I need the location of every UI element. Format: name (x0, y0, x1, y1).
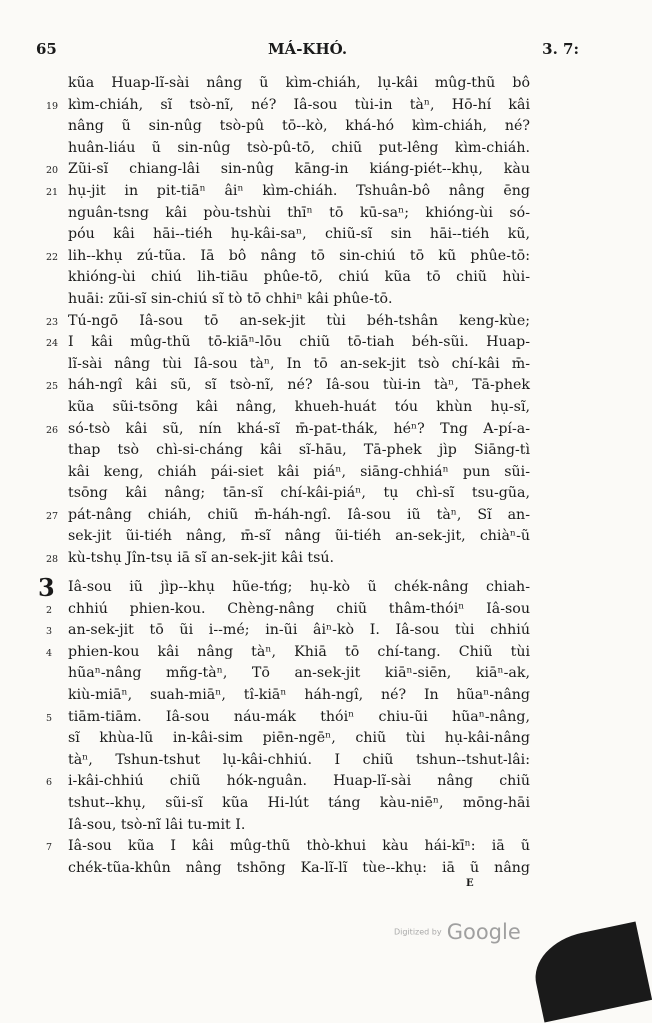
verse-number: 5 (46, 712, 53, 724)
line-text: pát-nâng chiáh, chiũ m̄-háh-ngî. Iâ-sou iũ tàⁿ, Sĩ an- (68, 506, 530, 523)
text-line (46, 548, 530, 570)
text-line (46, 642, 530, 664)
line-text: kìm-chiáh, sĩ tsò-nĩ, né? Iâ-sou tùi-in tàⁿ, Hō-hí kâi (68, 96, 530, 113)
line-text: kũa Huap-lĩ-sài nâng ũ kìm-chiáh, lụ-kâi mûg-thũ bô (68, 75, 530, 91)
book-title: MÁ-KHÓ. (267, 40, 348, 58)
line-text: hũaⁿ-nâng mñg-tàⁿ, Tō an-sek-jit kiāⁿ-siēn, kiāⁿ-ak, (68, 665, 530, 682)
text-line (46, 311, 530, 333)
text-line (46, 771, 530, 793)
text-line (50, 526, 530, 548)
text-line (46, 620, 530, 642)
verse-number: 4 (46, 647, 53, 659)
line-text: hụ-jit in pit-tiāⁿ âiⁿ kìm-chiáh. Tshuân-bô nâng ēng (68, 182, 530, 199)
verse-number: 20 (46, 165, 59, 177)
line-text: tsōng kâi nâng; tān-sĩ chí-kâi-piáⁿ, tụ chì-sĩ tsu-gũa, (68, 485, 530, 502)
verse-number: 22 (46, 251, 59, 263)
line-text: chék-tũa-khûn nâng tshōng Ka-lĩ-lĩ tùe--khụ: iā ũ nâng (68, 859, 530, 876)
chapter-number: 3 (38, 573, 55, 602)
verse-number: 25 (46, 381, 59, 393)
text-line (46, 599, 530, 621)
scan-edge-shadow (528, 921, 652, 1022)
verse-number: 27 (46, 510, 59, 522)
line-text: Iâ-sou iũ jìp--khụ hũe-tńg; hụ-kò ũ chék-nâng chiah- (68, 579, 530, 595)
verse-number: 26 (46, 424, 59, 436)
page-number: 65 (36, 40, 57, 58)
text-line (46, 246, 530, 268)
digitized-label: Digitized by (394, 927, 442, 937)
text-line (50, 728, 530, 750)
line-text: lih--khụ zú-tũa. Iā bô nâng tō sin-chiú tō kũ phûe-tō: (68, 247, 530, 264)
text-line (50, 354, 530, 376)
line-text: háh-ngî kâi sũ, sĩ tsò-nĩ, né? Iâ-sou tùi-in tàⁿ, Tā-phek (68, 377, 530, 394)
text-line (50, 138, 530, 160)
verse-number: 3 (46, 626, 53, 638)
line-text: tshut--khụ, sũi-sĩ kũa Hi-lút táng kàu-niēⁿ, mōng-hāi (68, 794, 530, 811)
text-block-chapter-2 (46, 73, 530, 570)
verse-number: 21 (46, 186, 59, 198)
text-line (50, 267, 530, 289)
line-text: an-sek-jit tō ũi i--mé; in-ũi âiⁿ-kò I. Iâ-sou tùi chhiú (68, 622, 530, 639)
text-line (50, 73, 530, 95)
text-line (46, 181, 530, 203)
text-line (50, 685, 530, 707)
text-line (50, 793, 530, 815)
verse-number: 23 (46, 316, 59, 328)
text-line (46, 332, 530, 354)
line-text: khióng-ùi chiú lih-tiāu phûe-tō, chiú kũa tō chiũ hùi- (68, 269, 530, 286)
signature-mark: E (466, 878, 474, 889)
text-line (50, 203, 530, 225)
text-line (50, 397, 530, 419)
verse-number: 28 (46, 554, 59, 566)
chapter-verse-ref: 3. 7: (542, 40, 579, 58)
verse-number: 24 (46, 338, 59, 350)
line-text: nâng ũ sin-nûg tsò-pû tō--kò, khá-hó kìm-chiáh, né? (68, 118, 530, 135)
line-text: póu kâi hāi--tiéh hụ-kâi-saⁿ, chiũ-sĩ sin hāi--tiéh kũ, (68, 226, 530, 243)
text-line (50, 577, 530, 599)
verse-number: 19 (46, 100, 59, 112)
text-line (46, 707, 530, 729)
line-text: kù-tshụ Jîn-tsụ iā sĩ an-sek-jit kâi tsú. (68, 550, 335, 567)
text-line (46, 419, 530, 441)
line-text: Iâ-sou kũa I kâi mûg-thũ thò-khui kàu hái-kīⁿ: iā ũ (68, 838, 530, 855)
line-text: Tú-ngō Iâ-sou tō an-sek-jit tùi béh-tshân keng-kùe; (68, 312, 530, 329)
line-text: I kâi mûg-thũ tō-kiāⁿ-lōu chiũ tō-tiah béh-sũi. Huap- (68, 334, 530, 351)
text-line (50, 815, 530, 837)
google-logo-text: Google (446, 920, 521, 944)
line-text: phien-kou kâi nâng tàⁿ, Khiā tō chí-tang. Chiũ tùi (68, 643, 530, 660)
verse-number: 7 (46, 842, 53, 854)
text-line (46, 159, 530, 181)
text-line (50, 289, 530, 311)
text-line (50, 462, 530, 484)
line-text: Zũi-sĩ chiang-lâi sin-nûg kāng-in kiáng-piét--khụ, kàu (68, 161, 530, 178)
digitized-watermark (394, 920, 521, 944)
line-text: lĩ-sài nâng tùi Iâ-sou tàⁿ, In tō an-sek-jit tsò chí-kâi m̄- (68, 355, 530, 372)
text-line (50, 224, 530, 246)
line-text: tàⁿ, Tshun-tshut lụ-kâi-chhiú. I chiũ tshun--tshut-lâi: (68, 751, 530, 768)
text-line (50, 116, 530, 138)
line-text: chhiú phien-kou. Chèng-nâng chiũ thâm-thóiⁿ Iâ-sou (68, 600, 530, 617)
text-line (50, 483, 530, 505)
text-line (46, 836, 530, 858)
text-line (46, 375, 530, 397)
line-text: sĩ khùa-lũ in-kâi-sim piēn-ngēⁿ, chiũ tùi hụ-kâi-nâng (68, 730, 530, 747)
text-line (46, 505, 530, 527)
text-line (50, 663, 530, 685)
verse-number: 2 (46, 604, 53, 616)
line-text: huāi: zũi-sĩ sin-chiú sĩ tò tō chhiⁿ kâi phûe-tō. (68, 290, 393, 307)
line-text: kâi keng, chiáh pái-siet kâi piáⁿ, siāng-chhiáⁿ pun sũi- (68, 463, 530, 480)
text-line (50, 750, 530, 772)
running-header (36, 40, 579, 60)
line-text: kũa sũi-tsōng kâi nâng, khueh-huát tóu khùn hụ-sĩ, (68, 398, 530, 415)
text-line (46, 95, 530, 117)
line-text: kiù-miāⁿ, suah-miāⁿ, tî-kiāⁿ háh-ngî, né? In hũaⁿ-nâng (68, 686, 530, 703)
line-text: nguân-tsng kâi pòu-tshùi thīⁿ tō kū-saⁿ; khióng-ùi só- (68, 204, 530, 221)
line-text: só-tsò kâi sũ, nín khá-sĩ m̄-pat-thák, héⁿ? Tng A-pí-a- (68, 420, 530, 437)
text-block-chapter-3 (38, 573, 530, 879)
text-line (50, 440, 530, 462)
text-line (50, 858, 530, 880)
line-text: sek-jit ũi-tiéh nâng, m̄-sĩ nâng ũi-tiéh an-sek-jit, chiàⁿ-ũ (68, 528, 530, 545)
verse-number: 6 (46, 777, 53, 789)
line-text: Iâ-sou, tsò-nĩ lâi tu-mit I. (68, 816, 246, 833)
line-text: tiām-tiām. Iâ-sou náu-mák thóiⁿ chiu-ũi hũaⁿ-nâng, (68, 708, 530, 725)
line-text: i-kâi-chhiú chiũ hók-nguân. Huap-lĩ-sài nâng chiũ (68, 773, 530, 790)
line-text: huân-liáu ũ sin-nûg tsò-pû-tō, chiũ put-lêng kìm-chiáh. (68, 139, 530, 156)
line-text: thap tsò chì-si-cháng kâi sĩ-hāu, Tā-phek jìp Siāng-tì (68, 442, 530, 459)
